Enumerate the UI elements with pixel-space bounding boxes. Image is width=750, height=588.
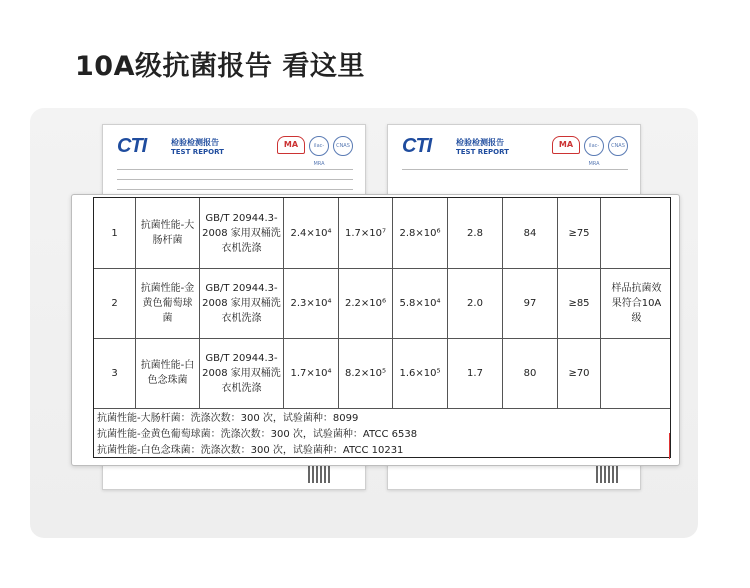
overall-result: 样品抗菌效果符合10A级 (611, 282, 662, 324)
value-col-3: 2.8×10⁶ (393, 198, 448, 268)
brand-en: TEST REPORT (456, 148, 509, 156)
report-header (402, 135, 509, 158)
cert-badges (552, 136, 628, 167)
value-col-4: 2.0 (448, 268, 503, 338)
ilac-badge-icon: ilac-MRA (309, 136, 329, 156)
test-item: 抗菌性能-金黄色葡萄球菌 (136, 268, 200, 338)
test-standard: GB/T 20944.3-2008 家用双桶洗衣机洗涤 (200, 198, 284, 268)
value-col-3: 5.8×10⁴ (393, 268, 448, 338)
test-standard: GB/T 20944.3-2008 家用双桶洗衣机洗涤 (200, 268, 284, 338)
signature-stroke (669, 433, 677, 459)
value-col-2: 1.7×10⁷ (339, 198, 393, 268)
row-index: 2 (94, 268, 136, 338)
requirement: ≥85 (558, 268, 601, 338)
page-headline: 10A级抗菌报告 看这里 (75, 51, 365, 82)
value-col-1: 2.3×10⁴ (284, 268, 339, 338)
cnas-badge-icon: CNAS (608, 136, 628, 156)
value-col-2: 8.2×10⁵ (339, 338, 393, 408)
value-col-1: 1.7×10⁴ (284, 338, 339, 408)
test-notes (94, 408, 670, 462)
value-col-5: 84 (503, 198, 558, 268)
note-line: 抗菌性能-大肠杆菌：洗涤次数：300 次，试验菌种：8099 (97, 413, 359, 424)
cnas-badge-icon: CNAS (333, 136, 353, 156)
divider (117, 179, 353, 180)
value-col-5: 97 (503, 268, 558, 338)
test-standard: GB/T 20944.3-2008 家用双桶洗衣机洗涤 (200, 338, 284, 408)
results-table (93, 197, 671, 458)
brand-en: TEST REPORT (171, 148, 224, 156)
divider (117, 169, 353, 170)
cert-badges (277, 136, 353, 167)
note-line: 抗菌性能-金黄色葡萄球菌：洗涤次数：300 次，试验菌种：ATCC 6538 (97, 429, 418, 440)
report-header (117, 135, 224, 158)
ilac-badge-icon: ilac-MRA (584, 136, 604, 156)
requirement: ≥70 (558, 338, 601, 408)
row-index: 1 (94, 198, 136, 268)
cti-logo: CTI (402, 135, 432, 157)
note-line: 抗菌性能-白色念珠菌：洗涤次数：300 次，试验菌种：ATCC 10231 (97, 445, 404, 456)
value-col-3: 1.6×10⁵ (393, 338, 448, 408)
row-index: 3 (94, 338, 136, 408)
table-row (94, 198, 670, 269)
table-row (94, 338, 670, 409)
value-col-2: 2.2×10⁶ (339, 268, 393, 338)
results-zoom-panel (71, 194, 680, 466)
value-col-4: 1.7 (448, 338, 503, 408)
value-col-4: 2.8 (448, 198, 503, 268)
requirement: ≥75 (558, 198, 601, 268)
value-col-5: 80 (503, 338, 558, 408)
brand-cn: 检验检测报告 (171, 138, 219, 147)
ma-badge-icon: MA (277, 136, 305, 154)
divider (117, 189, 353, 190)
ma-badge-icon: MA (552, 136, 580, 154)
value-col-1: 2.4×10⁴ (284, 198, 339, 268)
test-item: 抗菌性能-大肠杆菌 (136, 198, 200, 268)
table-row (94, 268, 670, 339)
brand-cn: 检验检测报告 (456, 138, 504, 147)
divider (402, 169, 628, 170)
cti-logo: CTI (117, 135, 147, 157)
test-item: 抗菌性能-白色念珠菌 (136, 338, 200, 408)
